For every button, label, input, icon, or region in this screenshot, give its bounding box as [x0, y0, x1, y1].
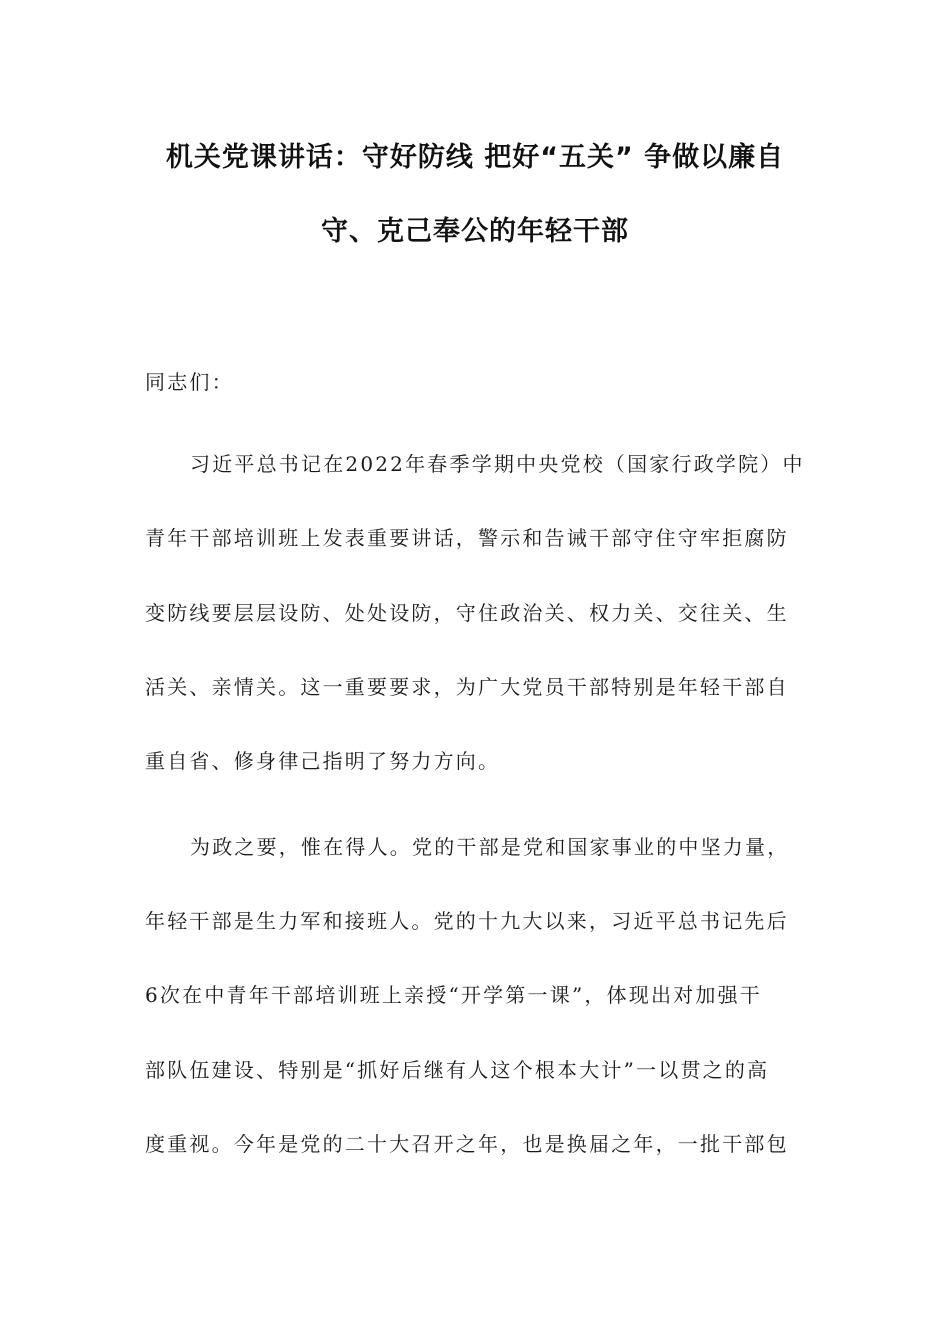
- paragraph-1-line-5: 重自省、修身律己指明了努力方向。: [145, 749, 501, 773]
- document-title-line-1: 机关党课讲话：守好防线 把好“五关” 争做以廉自: [165, 142, 785, 173]
- paragraph-1-line-3: 变防线要层层设防、处处设防，守住政治关、权力关、交往关、生: [145, 601, 789, 625]
- paragraph-1-line-2: 青年干部培训班上发表重要讲话，警示和告诫干部守住守牢拒腐防: [145, 526, 789, 550]
- paragraph-1-line-4: 活关、亲情关。这一重要要求，为广大党员干部特别是年轻干部自: [145, 675, 789, 699]
- paragraph-2-line-3: 6次在中青年干部培训班上亲授“开学第一课”，体现出对加强干: [145, 983, 762, 1007]
- paragraph-2-line-4: 部队伍建设、特别是“抓好后继有人这个根本大计”一以贯之的高: [145, 1058, 770, 1082]
- paragraph-2-line-2: 年轻干部是生力军和接班人。党的十九大以来，习近平总书记先后: [145, 909, 789, 933]
- paragraph-2-line-5: 度重视。今年是党的二十大召开之年，也是换届之年，一批干部包: [145, 1132, 789, 1156]
- paragraph-1-line-1: 习近平总书记在2022年春季学期中央党校（国家行政学院）中: [190, 452, 805, 476]
- paragraph-2-line-1: 为政之要，惟在得人。党的干部是党和国家事业的中坚力量，: [190, 835, 790, 859]
- salutation: 同志们：: [145, 370, 234, 394]
- document-title-line-2: 守、克己奉公的年轻干部: [321, 216, 629, 247]
